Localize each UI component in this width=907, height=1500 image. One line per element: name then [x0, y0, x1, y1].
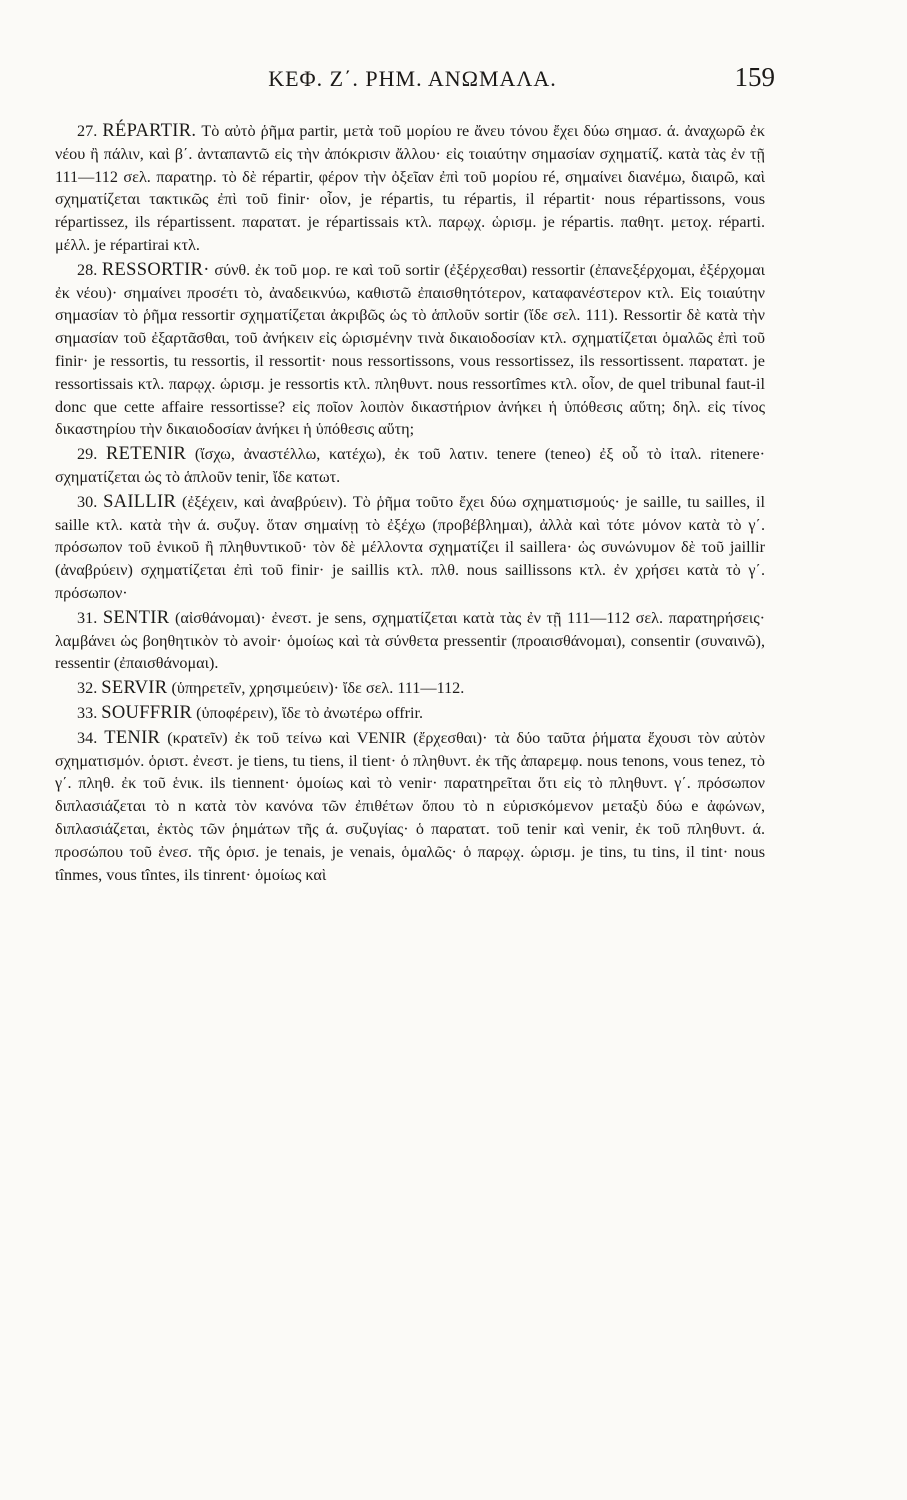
page-number: 159 [734, 62, 775, 92]
entry-text: (ἐξέχειν, καὶ ἀναβρύειν). Τὸ ῥῆμα τοῦτο ἔχει δύω σχηματισμούς· je saille, tu sailles, il saille κτλ. κατὰ τὴν ά. συζυγ. ὅταν σημαίνῃ τὸ ἐξέχω (προβέβλημαι), ἀλλὰ καὶ τότε μόνον κατὰ τὸ γ΄. πρόσωπον τοῦ ἑνικοῦ ἢ πληθυντικοῦ· τὸν δὲ μέλλοντα σχηματίζει il saillera· ὡς συνώνυμον δὲ τοῦ jaillir (ἀναβρύειν) σχηματίζεται ἐπὶ τοῦ finir· je saillis κτλ. πλθ. nous saillissons κτλ. ἐν χρήσει κατὰ τὸ γ΄. πρόσωπον· [55, 492, 766, 602]
entry-number: 29. [77, 445, 98, 464]
entry-lemma: TENIR [104, 727, 161, 748]
entry-lemma: RETENIR [105, 444, 187, 465]
entry-text: σύνθ. ἐκ τοῦ μορ. re καὶ τοῦ sortir (ἐξέρχεσθαι) ressortir (ἐπανεξέρχομαι, ἐξέρχομαι ἐκ νέου)· σημαίνει προσέτι τὸ, ἀναδεικνύω, καθιστῶ ἐπαισθητότερον, καταφανέστερον κτλ. Εἰς τοιαύτην σημασίαν τὸ ῥῆμα ressortir σχηματίζεται ἀκριβῶς ὡς τὸ ἁπλοῦν sortir (ἴδε σελ. 111). Ressortir δὲ κατὰ τὴν σημασίαν τοῦ ἐξαρτᾶσθαι, τοῦ ἀνήκειν εἰς ὡρισμένην τινὰ δικαιοδοσίαν κτλ. σχηματίζεται ὁμαλῶς ἐπὶ τοῦ finir· je ressortis, tu ressortis, il ressortit· nous ressortissons, vous ressortissez, ils ressortissent. παρατατ. je ressortissais κτλ. παρῳχ. ὡρισμ. je ressortis κτλ. πληθυντ. nous ressortîmes κτλ. οἷον, de quel tribunal faut-il donc que cette affaire ressortisse? εἰς ποῖον λοιπὸν δικαστήριον ἀνήκει ἡ ὑπόθεσις αὕτη; δηλ. εἰς τίνος δικαστηρίου τὴν δικαιοδοσίαν ἀνήκει ἡ ὑπόθεσις αὕτη; [55, 260, 766, 439]
entry-number: 28. [77, 260, 98, 279]
chapter-title: ΚΕΦ. Ζ΄. ΡΗΜ. ΑΝΩΜΑΛΑ. [268, 66, 557, 91]
entry-33 [55, 702, 765, 725]
entry-text: (ὑποφέρειν), ἴδε τὸ ἀνωτέρω offrir. [196, 703, 424, 722]
entry-number: 30. [77, 492, 98, 511]
entry-lemma: RÉPARTIR. [102, 121, 197, 141]
entry-number: 33. [77, 703, 98, 722]
entry-30 [55, 491, 765, 605]
body-text [55, 120, 765, 886]
entry-number: 27. [77, 122, 98, 140]
entry-lemma: RESSORTIR· [101, 259, 210, 280]
entry-text: (ὑπηρετεῖν, χρησιμεύειν)· ἴδε σελ. 111—112. [171, 679, 465, 698]
entry-lemma: SAILLIR [103, 491, 177, 512]
running-header [55, 60, 775, 100]
entry-32 [55, 677, 765, 700]
entry-number: 31. [77, 608, 98, 627]
entry-lemma: SENTIR [102, 607, 170, 628]
entry-text: (αἰσθάνομαι)· ἐνεστ. je sens, σχηματίζεται κατὰ τὰς ἐν τῇ 111—112 σελ. παρατηρήσεις· λαμβάνει ὡς βοηθητικὸν τὸ avoir· ὁμοίως καὶ τὰ σύνθετα pressentir (προαισθάνομαι), consentir (συναινῶ), ressentir (ἐπαισθάνομαι). [55, 608, 766, 673]
entry-lemma: SERVIR [101, 678, 168, 699]
entry-31 [55, 607, 765, 675]
entry-number: 34. [77, 728, 98, 747]
entry-text: (ἴσχω, ἀναστέλλω, κατέχω), ἐκ τοῦ λατιν. tenere (teneo) ἐξ οὗ τὸ ἰταλ. ritenere· σχηματίζεται ὡς τὸ ἁπλοῦν tenir, ἴδε κατωτ. [55, 445, 766, 486]
entry-28 [55, 259, 765, 441]
entry-29 [55, 443, 765, 489]
entry-27 [55, 120, 765, 257]
entry-text: Τὸ αὐτὸ ῥῆμα partir, μετὰ τοῦ μορίου re ἄνευ τόνου ἔχει δύω σημασ. ά. ἀναχωρῶ ἐκ νέου ἢ πάλιν, καὶ β΄. ἀνταπαντῶ εἰς τὴν ἀπόκρισιν ἄλλου· εἰς τοιαύτην σημασίαν σχηματίζ. κατὰ τὰς ἐν τῇ 111—112 σελ. παρατηρ. τὸ δὲ répartir, φέρον τὴν ὀξεῖαν ἐπὶ τοῦ μορίου ré, σημαίνει διανέμω, διαιρῶ, καὶ σχηματίζεται τακτικῶς ἐπὶ τοῦ finir· οἷον, je répartis, tu répartis, il répartit· nous répartissons, vous répartissez, ils répartissent. παρατατ. je répartissais κτλ. παρῳχ. ὡρισμ. je répartis. παθητ. μετοχ. réparti. μέλλ. je répartirai κτλ. [55, 122, 766, 254]
entry-lemma: SOUFFRIR [101, 702, 193, 723]
entry-text: (κρατεῖν) ἐκ τοῦ τείνω καὶ VENIR (ἔρχεσθαι)· τὰ δύο ταῦτα ῥήματα ἔχουσι τὸν αὐτὸν σχηματισμόν. ὁριστ. ἐνεστ. je tiens, tu tiens, il tient· ὁ πληθυντ. ἐκ τῆς ἀπαρεμφ. nous tenons, vous tenez, τὸ γ΄. πληθ. ἐκ τοῦ ἑνικ. ils tiennent· ὁμοίως καὶ τὸ venir· παρατηρεῖται ὅτι εἰς τὸ πληθυντ. γ΄. πρόσωπον διπλασιάζεται τὸ n κατὰ τὸν κανόνα τῶν ἐπιθέτων ὅπου τὸ n εὑρισκόμενον μεταξὺ δύω e ἀφώνων, διπλασιάζεται, ἐκτὸς τῶν ῥημάτων τῆς ά. συζυγίας· ὁ παρατατ. τοῦ tenir καὶ venir, ἐκ τοῦ πληθυντ. ά. προσώπου τοῦ ἐνεσ. τῆς ὁρισ. je tenais, je venais, ὁμαλῶς· ὁ παρῳχ. ὡρισμ. je tins, tu tins, il tint· nous tînmes, vous tîntes, ils tinrent· ὁμοίως καὶ [55, 728, 766, 884]
entry-34 [55, 727, 765, 887]
entry-number: 32. [77, 679, 98, 698]
